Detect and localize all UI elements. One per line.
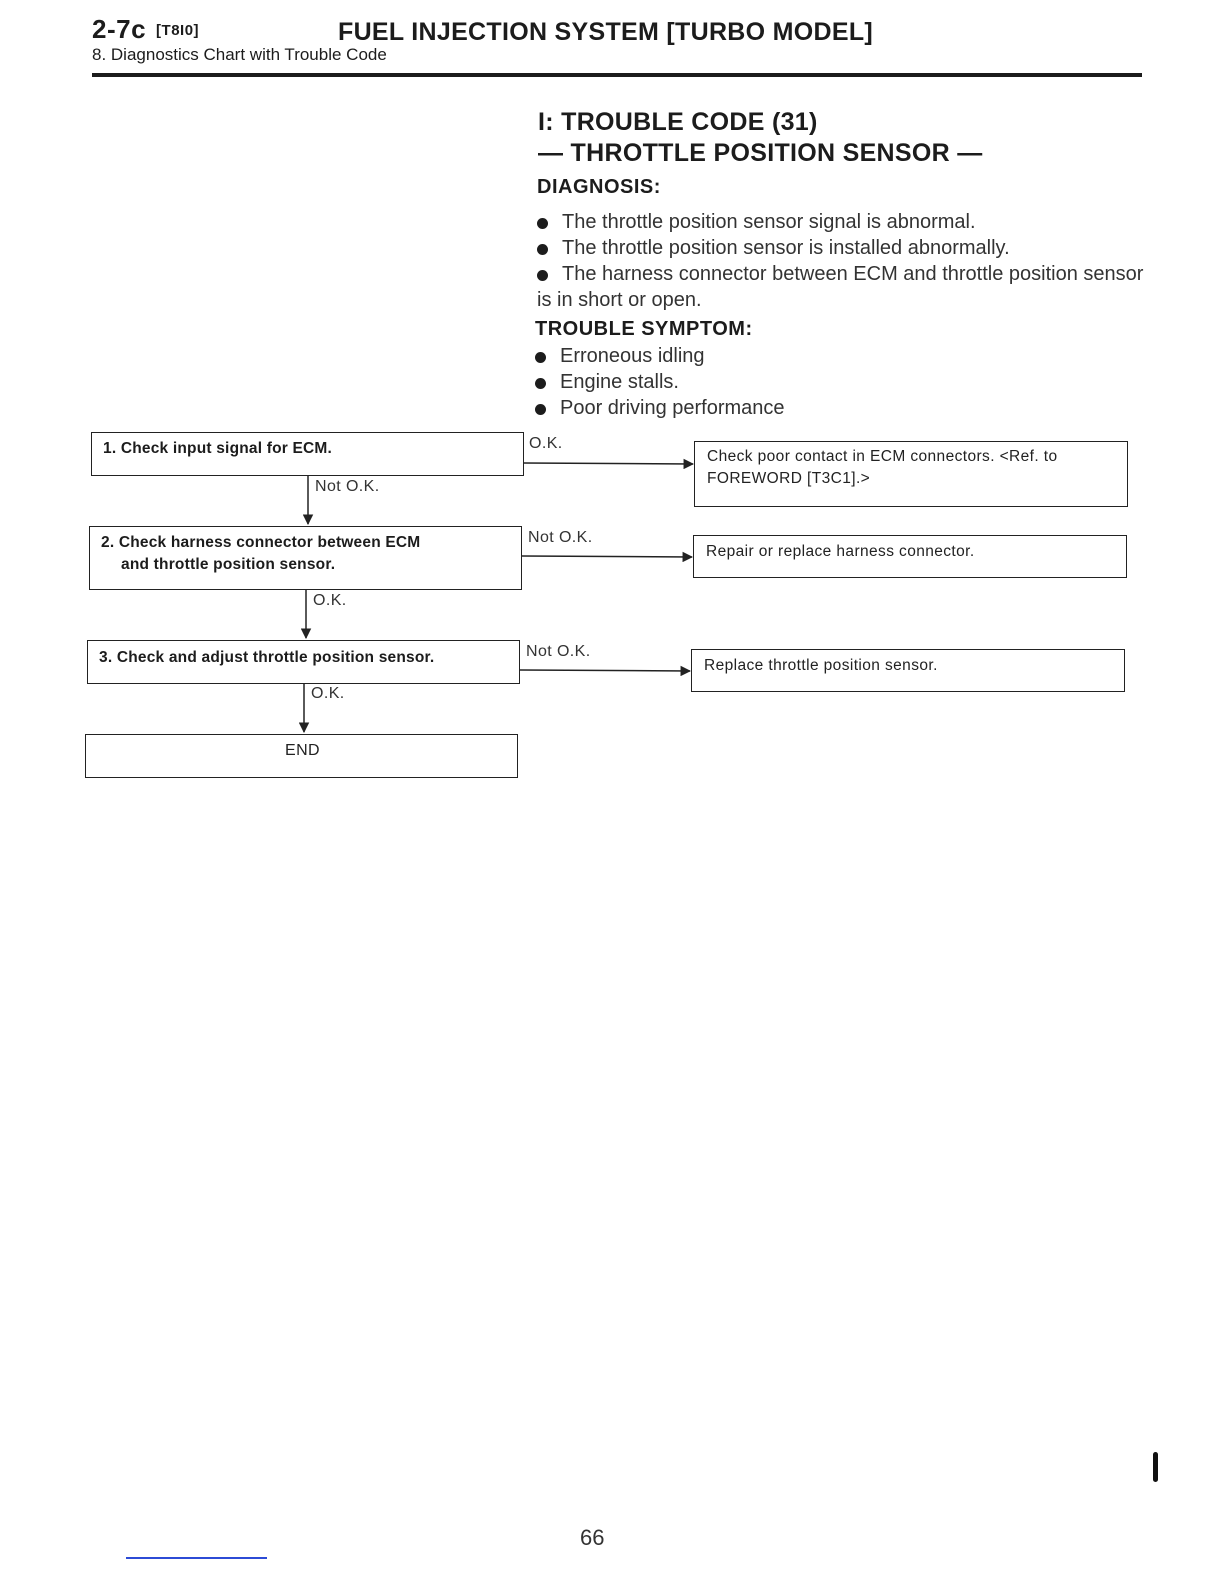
step-3-text: 3. Check and adjust throttle position sensor.: [99, 649, 435, 666]
header-title: FUEL INJECTION SYSTEM [TURBO MODEL]: [338, 18, 874, 46]
diagnosis-item: The throttle position sensor is installed abnormally.: [537, 235, 1147, 261]
section-title-line2: — THROTTLE POSITION SENSOR —: [538, 139, 983, 167]
step-2-text-line1: 2. Check harness connector between ECM: [101, 534, 421, 551]
page-code-main: 2-7c: [92, 14, 147, 44]
diagnosis-item: The harness connector between ECM and throttle position sensor is in short or open.: [537, 261, 1147, 313]
result-3-box: [691, 649, 1125, 692]
symptom-item: Poor driving performance: [535, 395, 935, 421]
label-step3-notok: Not O.K.: [526, 643, 591, 660]
end-text: END: [285, 742, 320, 759]
label-step2-ok: O.K.: [313, 592, 347, 609]
margin-mark: [1153, 1452, 1158, 1482]
end-box: [85, 734, 518, 778]
label-step3-ok: O.K.: [311, 685, 345, 702]
page-number: 66: [580, 1525, 605, 1550]
arrow-step2-notok: [522, 556, 692, 557]
result-2-box: [693, 535, 1127, 578]
step-1-text: 1. Check input signal for ECM.: [103, 440, 333, 457]
arrow-step3-notok: [520, 670, 690, 671]
label-step1-ok: O.K.: [529, 435, 563, 452]
symptom-item: Erroneous idling: [535, 343, 935, 369]
page-code-ref: [T8I0]: [156, 22, 200, 39]
arrow-step1-ok: [523, 463, 693, 464]
footer-link-line: [126, 1557, 267, 1559]
symptom-heading: TROUBLE SYMPTOM:: [535, 318, 753, 340]
step-3-box: [87, 640, 520, 684]
result-1-text-line2: FOREWORD [T3C1].>: [707, 470, 871, 487]
header-subtitle: 8. Diagnostics Chart with Trouble Code: [92, 45, 387, 64]
section-title-line1: I: TROUBLE CODE (31): [538, 108, 818, 136]
step-2-box: [89, 526, 522, 590]
label-step2-notok: Not O.K.: [528, 529, 593, 546]
step-1-box: [91, 432, 524, 476]
result-2-text: Repair or replace harness connector.: [706, 543, 975, 560]
diagnosis-item: The throttle position sensor signal is abnormal.: [537, 209, 1147, 235]
step-2-text-line2: and throttle position sensor.: [121, 556, 336, 573]
symptom-item: Engine stalls.: [535, 369, 935, 395]
label-step1-notok: Not O.K.: [315, 478, 380, 495]
result-3-text: Replace throttle position sensor.: [704, 657, 938, 674]
result-1-box: [694, 441, 1128, 507]
diagnosis-heading: DIAGNOSIS:: [537, 176, 661, 198]
result-1-text-line1: Check poor contact in ECM connectors. <Ref. to: [707, 448, 1058, 465]
